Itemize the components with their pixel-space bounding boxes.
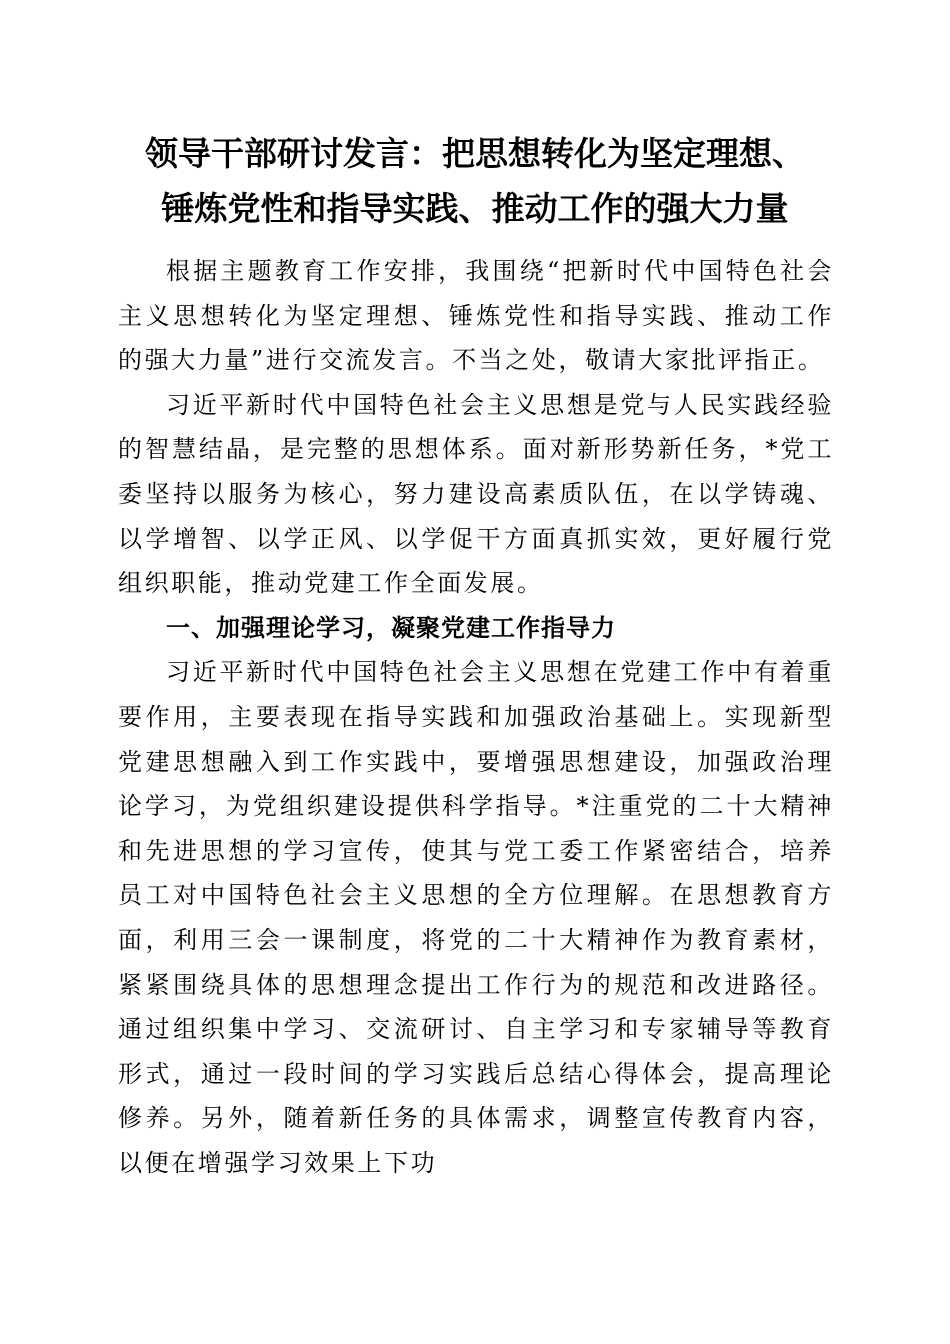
section-paragraph: 习近平新时代中国特色社会主义思想在党建工作中有着重要作用，主要表现在指导实践和加强政治基础上。实现新型党建思想融入到工作实践中，要增强思想建设，加强政治理论学习，为党组织建设提供科学指导。*注重党的二十大精神和先进思想的学习宣传，使其与党工委工作紧密结合，培养员工对中国特色社会主义思想的全方位理解。在思想教育方面，利用三会一课制度，将党的二十大精神作为教育素材，紧紧围绕具体的思想理念提出工作行为的规范和改进路径。通过组织集中学习、交流研讨、自主学习和专家辅导等教育形式，通过一段时间的学习实践后总结心得体会，提高理论修养。另外，随着新任务的具体需求，调整宣传教育内容，以便在增强学习效果上下功 bbox=[118, 658, 834, 1177]
section-heading: 一、加强理论学习，凝聚党建工作指导力 bbox=[166, 613, 616, 642]
intro-paragraph: 根据主题教育工作安排，我围绕“把新时代中国特色社会主义思想转化为坚定理想、锤炼党性和指导实践、推动工作的强大力量”进行交流发言。不当之处，敬请大家批评指正。 bbox=[118, 257, 834, 375]
title-line-2: 锤炼党性和指导实践、推动工作的强大力量 bbox=[161, 189, 789, 228]
document-body bbox=[118, 249, 834, 1185]
title-line-1: 领导干部研讨发言：把思想转化为坚定理想、 bbox=[145, 134, 805, 173]
overview-paragraph: 习近平新时代中国特色社会主义思想是党与人民实践经验的智慧结晶，是完整的思想体系。面对新形势新任务，*党工委坚持以服务为核心，努力建设高素质队伍，在以学铸魂、以学增智、以学正风、以学促干方面真抓实效，更好履行党组织职能，推动党建工作全面发展。 bbox=[118, 390, 834, 598]
document-title bbox=[100, 126, 850, 236]
